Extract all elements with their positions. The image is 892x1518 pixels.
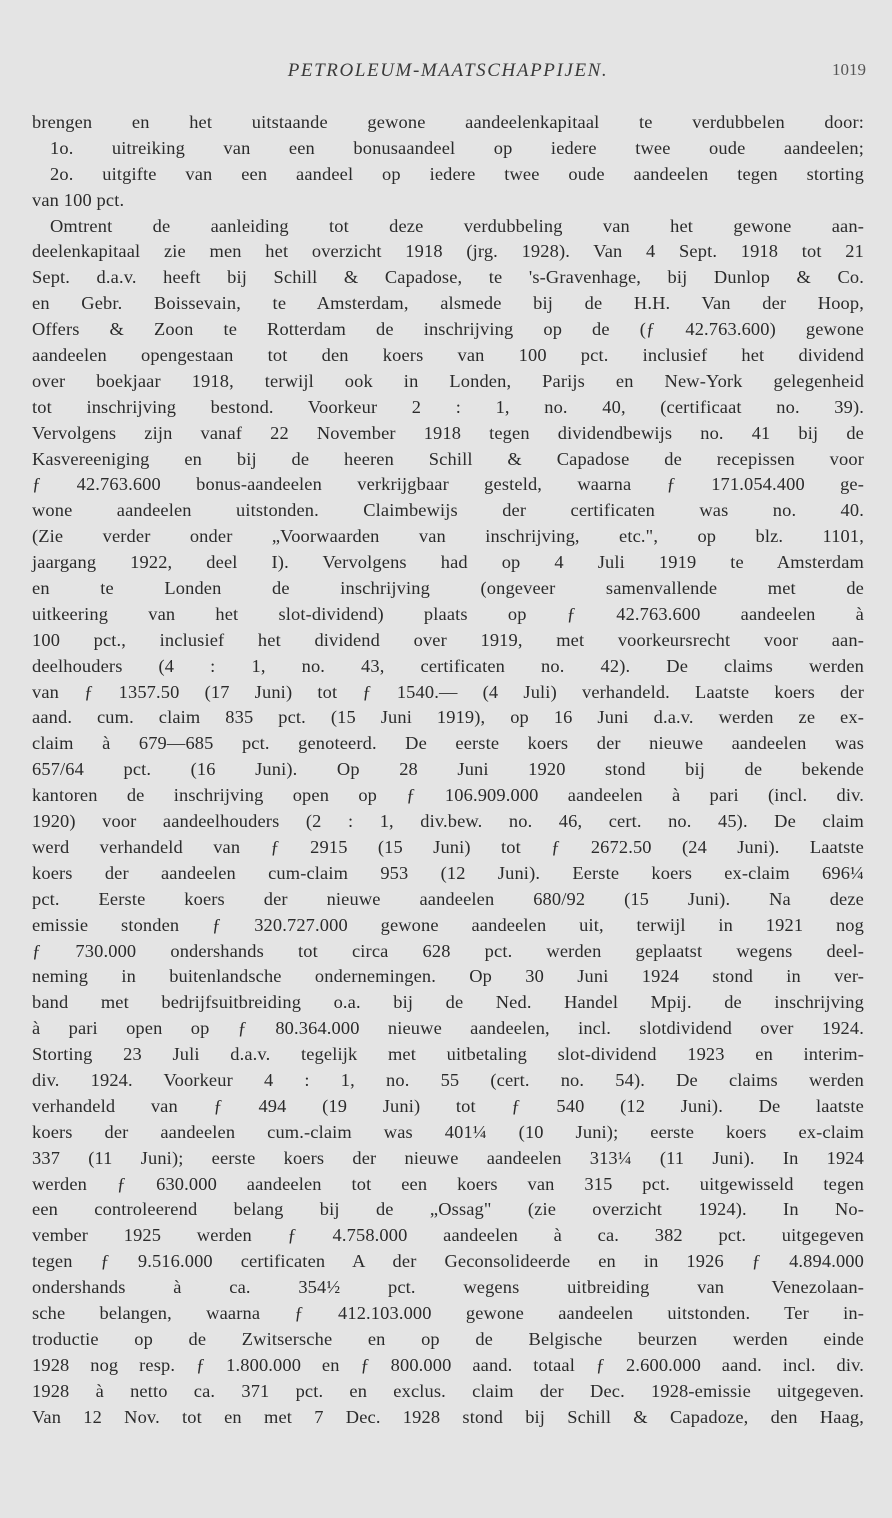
text-line: over boekjaar 1918, terwijl ook in Londen, Parijs en New-York gelegenheid: [32, 370, 864, 391]
text-line: koers der aandeelen cum-claim 953 (12 Juni). Eerste koers ex-claim 696¼: [32, 862, 864, 883]
text-line: claim à 679—685 pct. genoteerd. De eerste koers der nieuwe aandeelen was: [32, 733, 864, 754]
text-line: brengen en het uitstaande gewone aandeelenkapitaal te verdubbelen door:: [32, 112, 864, 132]
text-line: een controleerend belang bij de „Ossag" (zie overzicht 1924). In No-: [32, 1199, 864, 1220]
text-line: en Gebr. Boissevain, te Amsterdam, alsmede bij de H.H. Van der Hoop,: [32, 293, 864, 314]
running-title: PETROLEUM-MAATSCHAPPIJEN.: [287, 60, 609, 81]
text-line: 1928 nog resp. ƒ 1.800.000 en ƒ 800.000 aand. totaal ƒ 2.600.000 aand. incl. div.: [32, 1354, 864, 1375]
page-header: [32, 60, 864, 90]
text-line: van 100 pct.: [32, 189, 125, 210]
text-line: tegen ƒ 9.516.000 certificaten A der Geconsolideerde en in 1926 ƒ 4.894.000: [32, 1251, 864, 1272]
text-line: ƒ 730.000 ondershands tot circa 628 pct. werden geplaatst wegens deel-: [32, 940, 864, 961]
page-number: 1019: [832, 60, 866, 79]
text-line: en te Londen de inschrijving (ongeveer samenvallende met de: [32, 578, 864, 599]
text-line: jaargang 1922, deel I). Vervolgens had op 4 Juli 1919 te Amsterdam: [32, 552, 864, 573]
text-line: Van 12 Nov. tot en met 7 Dec. 1928 stond bij Schill & Capadoze, den Haag,: [32, 1406, 864, 1427]
text-line: uitkeering van het slot-dividend) plaats op ƒ 42.763.600 aandeelen à: [32, 603, 864, 624]
text-line: band met bedrijfsuitbreiding o.a. bij de Ned. Handel Mpij. de inschrijving: [32, 992, 864, 1013]
text-line: 337 (11 Juni); eerste koers der nieuwe aandeelen 313¼ (11 Juni). In 1924: [32, 1147, 864, 1168]
text-line: 1920) voor aandeelhouders (2 : 1, div.bew. no. 46, cert. no. 45). De claim: [32, 811, 864, 832]
text-line: werden ƒ 630.000 aandeelen tot een koers van 315 pct. uitgewisseld tegen: [32, 1173, 864, 1194]
text-line: ondershands à ca. 354½ pct. wegens uitbreiding van Venezolaan-: [32, 1277, 864, 1298]
text-line: div. 1924. Voorkeur 4 : 1, no. 55 (cert. no. 54). De claims werden: [32, 1069, 864, 1090]
text-line: Vervolgens zijn vanaf 22 November 1918 tegen dividendbewijs no. 41 bij de: [32, 422, 864, 443]
text-line: verhandeld van ƒ 494 (19 Juni) tot ƒ 540 (12 Juni). De laatste: [32, 1095, 864, 1116]
text-line: Sept. d.a.v. heeft bij Schill & Capadose, te 's-Gravenhage, bij Dunlop & Co.: [32, 267, 864, 288]
text-line: ƒ 42.763.600 bonus-aandeelen verkrijgbaar gesteld, waarna ƒ 171.054.400 ge-: [32, 474, 864, 495]
text-line: vember 1925 werden ƒ 4.758.000 aandeelen à ca. 382 pct. uitgegeven: [32, 1225, 864, 1246]
text-line: aandeelen opengestaan tot den koers van 100 pct. inclusief het dividend: [32, 345, 864, 366]
text-line: 1o. uitreiking van een bonusaandeel op iedere twee oude aandeelen;: [50, 137, 864, 158]
text-line: werd verhandeld van ƒ 2915 (15 Juni) tot ƒ 2672.50 (24 Juni). Laatste: [32, 836, 864, 857]
text-line: 657/64 pct. (16 Juni). Op 28 Juni 1920 stond bij de bekende: [32, 759, 864, 780]
text-line: tot inschrijving bestond. Voorkeur 2 : 1, no. 40, (certificaat no. 39).: [32, 396, 864, 417]
text-line: 1928 à netto ca. 371 pct. en exclus. claim der Dec. 1928-emissie uitgegeven.: [32, 1380, 864, 1401]
text-line: troductie op de Zwitsersche en op de Belgische beurzen werden einde: [32, 1328, 864, 1349]
text-line: pct. Eerste koers der nieuwe aandeelen 680/92 (15 Juni). Na deze: [32, 888, 864, 909]
text-line: Storting 23 Juli d.a.v. tegelijk met uitbetaling slot-dividend 1923 en interim-: [32, 1044, 864, 1065]
text-line: Omtrent de aanleiding tot deze verdubbeling van het gewone aan-: [50, 215, 864, 236]
text-line: Kasvereeniging en bij de heeren Schill & Capadose de recepissen voor: [32, 448, 864, 469]
text-line: neming in buitenlandsche ondernemingen. Op 30 Juni 1924 stond in ver-: [32, 966, 864, 987]
text-line: Offers & Zoon te Rotterdam de inschrijving op de (ƒ 42.763.600) gewone: [32, 319, 864, 340]
text-line: à pari open op ƒ 80.364.000 nieuwe aandeelen, incl. slotdividend over 1924.: [32, 1018, 864, 1039]
text-line: 100 pct., inclusief het dividend over 1919, met voorkeursrecht voor aan-: [32, 629, 864, 650]
text-line: wone aandeelen uitstonden. Claimbewijs der certificaten was no. 40.: [32, 500, 864, 521]
text-line: aand. cum. claim 835 pct. (15 Juni 1919), op 16 Juni d.a.v. werden ze ex-: [32, 707, 864, 728]
text-line: 2o. uitgifte van een aandeel op iedere twee oude aandeelen tegen storting: [50, 163, 864, 184]
text-line: deelhouders (4 : 1, no. 43, certificaten no. 42). De claims werden: [32, 655, 864, 676]
text-line: kantoren de inschrijving open op ƒ 106.909.000 aandeelen à pari (incl. div.: [32, 785, 864, 806]
text-line: deelenkapitaal zie men het overzicht 1918 (jrg. 1928). Van 4 Sept. 1918 tot 21: [32, 241, 864, 262]
text-line: sche belangen, waarna ƒ 412.103.000 gewone aandeelen uitstonden. Ter in-: [32, 1302, 864, 1323]
text-line: emissie stonden ƒ 320.727.000 gewone aandeelen uit, terwijl in 1921 nog: [32, 914, 864, 935]
text-line: van ƒ 1357.50 (17 Juni) tot ƒ 1540.— (4 Juli) verhandeld. Laatste koers der: [32, 681, 864, 702]
text-line: koers der aandeelen cum.-claim was 401¼ (10 Juni); eerste koers ex-claim: [32, 1121, 864, 1142]
body-text: [32, 110, 864, 1430]
text-line: (Zie verder onder „Voorwaarden van inschrijving, etc.", op blz. 1101,: [32, 526, 864, 547]
